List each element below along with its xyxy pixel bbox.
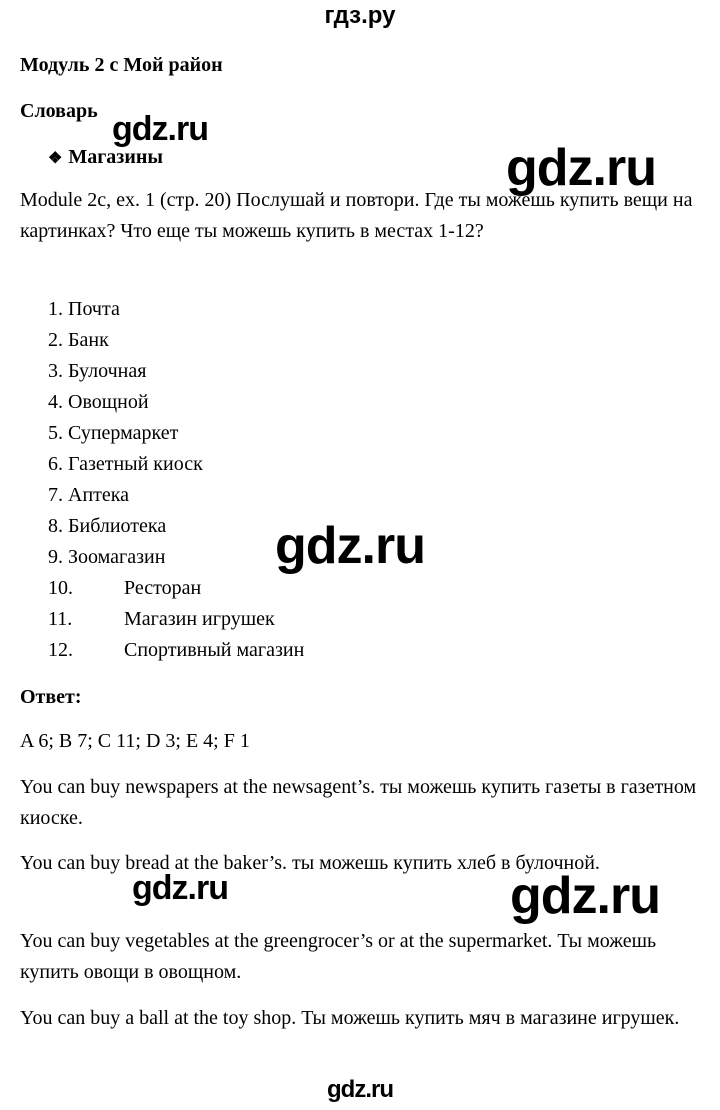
site-brand: гдз.ру: [324, 2, 396, 29]
list-item: 3. Булочная: [48, 360, 147, 382]
answer-key: A 6; B 7; C 11; D 3; E 4; F 1: [20, 730, 250, 752]
answer-paragraph: You can buy vegetables at the greengrocer’s or at the supermarket. Ты можешь купить овощи в овощном.: [20, 930, 657, 983]
list-item-text: Спортивный магазин: [124, 639, 305, 661]
list-item-text: Ресторан: [124, 577, 202, 599]
list-item: 1. Почта: [48, 298, 120, 320]
list-item: 4. Овощной: [48, 391, 149, 413]
list-item: 2. Банк: [48, 329, 109, 351]
answer-label: Ответ:: [20, 686, 82, 708]
list-item: 6. Газетный киоск: [48, 453, 203, 475]
watermark: gdz.ru: [506, 139, 656, 197]
subsection-heading: [48, 146, 163, 169]
list-item: 8. Библиотека: [48, 515, 167, 537]
watermark: gdz.ru: [275, 517, 425, 575]
subsection-label: Магазины: [68, 146, 164, 168]
list-item-text: Магазин игрушек: [124, 608, 275, 630]
task-text: Module 2c, ex. 1 (стр. 20) Послушай и повтори. Где ты можешь купить вещи на картинках? Что еще ты можешь купить в местах 1-12?: [20, 189, 693, 242]
answer-paragraph: You can buy bread at the baker’s. ты можешь купить хлеб в булочной.: [20, 852, 600, 874]
diamond-bullet-icon: ❖: [48, 150, 63, 167]
list-item: 9. Зоомагазин: [48, 546, 166, 568]
list-item: 12.: [48, 639, 73, 661]
watermark: gdz.ru: [132, 869, 228, 907]
watermark: gdz.ru: [112, 110, 208, 148]
list-item: 10.: [48, 577, 73, 599]
list-item: 7. Аптека: [48, 484, 130, 506]
section-heading: Словарь: [20, 100, 98, 122]
page-title: Модуль 2 с Мой район: [20, 54, 223, 76]
answer-paragraph: You can buy a ball at the toy shop. Ты можешь купить мяч в магазине игрушек.: [20, 1007, 680, 1029]
list-item: 11.: [48, 608, 73, 630]
footer-watermark: gdz.ru: [327, 1076, 393, 1103]
answer-paragraph: You can buy newspapers at the newsagent’s. ты можешь купить газеты в газетном киоске.: [20, 776, 697, 829]
watermark: gdz.ru: [510, 867, 660, 925]
list-item: 5. Супермаркет: [48, 422, 179, 444]
